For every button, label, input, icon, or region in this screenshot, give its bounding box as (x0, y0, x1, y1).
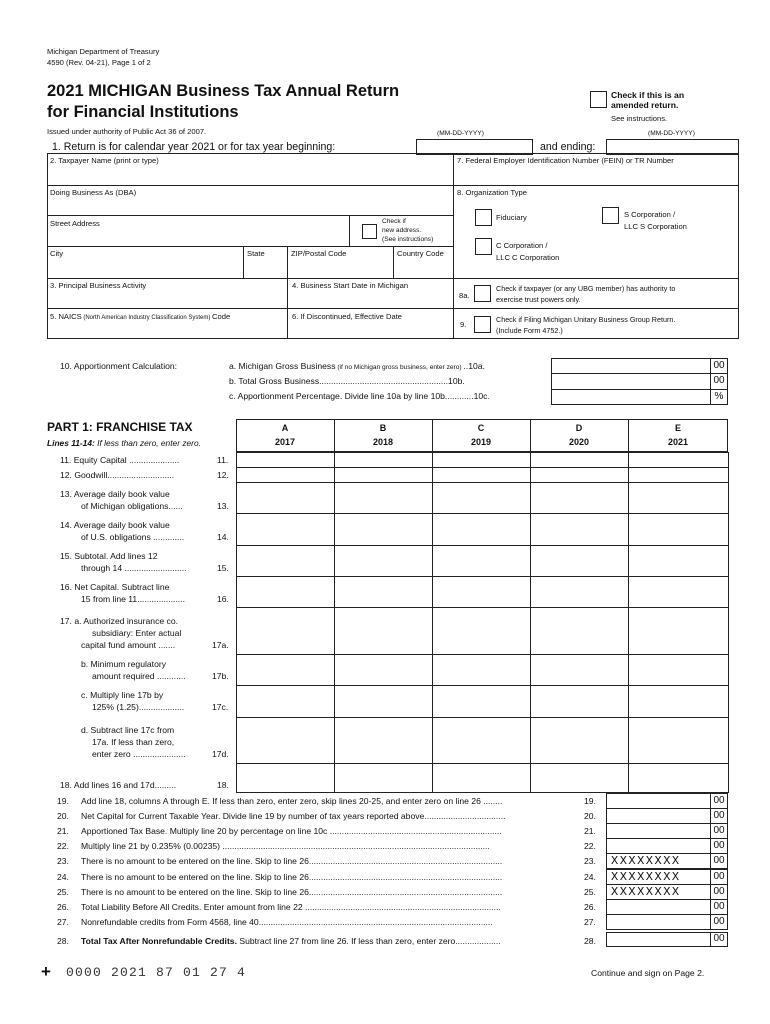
line12-col-a-cell[interactable] (236, 467, 335, 483)
principal-activity-input[interactable] (50, 292, 285, 307)
line13-col-b-cell[interactable] (334, 482, 433, 514)
line11-col-b-cell[interactable] (334, 452, 433, 468)
line14-col-b-input[interactable] (335, 514, 432, 545)
line17a-col-d-input[interactable] (531, 608, 628, 654)
line15-col-c-cell[interactable] (432, 545, 531, 577)
line16-col-a-input[interactable] (237, 577, 334, 607)
line17a-col-c-cell[interactable] (432, 607, 531, 655)
dba-label: Doing Business As (DBA) (50, 188, 137, 197)
line21-label: Apportioned Tax Base. Multiply line 20 by percentage on line 10c ........................................................................ (81, 826, 502, 836)
line15-col-e-cell[interactable] (628, 545, 729, 577)
line17c-col-c-cell[interactable] (432, 685, 531, 718)
amended-label-1: Check if this is an (611, 90, 685, 100)
line15-col-d-cell[interactable] (530, 545, 629, 577)
line16-col-b-cell[interactable] (334, 576, 433, 608)
line25-no-entry-marks: XXXXXXXX (611, 885, 681, 899)
line10a-input[interactable] (553, 359, 708, 372)
start-date-input[interactable] (290, 292, 452, 307)
see-instructions: See instructions. (611, 114, 668, 123)
street-address-label: Street Address (50, 219, 100, 228)
end-date-format: (MM-DD-YYYY) (648, 130, 695, 137)
line15-col-d-input[interactable] (531, 546, 628, 576)
country-code-input[interactable] (396, 261, 452, 277)
line26-ref: 26. (584, 902, 596, 912)
amended-label-2: amended return. (611, 100, 679, 110)
column-year-2021: 2021 (667, 437, 689, 447)
form-barcode-number: 0000 2021 87 01 27 4 (66, 965, 247, 980)
and-ending-label: and ending: (540, 141, 596, 153)
line12-number: 12. (217, 470, 229, 480)
line26-label: Total Liability Before All Credits. Enter amount from line 22 .................................................................................. (81, 902, 501, 912)
part1-note: Lines 11-14: If less than zero, enter zero. (47, 438, 201, 448)
line23-cents: 00 (713, 855, 725, 866)
taxpayer-name-input[interactable] (50, 168, 450, 184)
line11-col-a-cell[interactable] (236, 452, 335, 468)
fiduciary-checkbox[interactable] (475, 209, 492, 226)
line15-number: 15. (217, 563, 229, 573)
line17a-col-b-cell[interactable] (334, 607, 433, 655)
line18-col-d-cell[interactable] (530, 763, 629, 793)
line17b-number: 17b. (212, 671, 229, 681)
column-letter-c: C (477, 423, 485, 433)
line10c-label: c. Apportionment Percentage. Divide line 10a by line 10b............10c. (229, 391, 490, 401)
line13-label-1: 13. Average daily book value (60, 489, 170, 499)
line10b-cents: 00 (713, 375, 725, 386)
line12-col-e-cell[interactable] (628, 467, 729, 483)
line16-label-2: 15 from line 11.................... (81, 594, 185, 604)
line28-label: Total Tax After Nonrefundable Credits. Subtract line 27 from line 26. If less than zero, enter zero................... (81, 936, 501, 946)
begin-date-format: (MM-DD-YYYY) (437, 130, 484, 137)
line15-col-b-input[interactable] (335, 546, 432, 576)
line13-col-d-input[interactable] (531, 483, 628, 513)
line10a-cents: 00 (713, 360, 725, 371)
c-corp-label-2: LLC C Corporation (496, 253, 560, 262)
line27-input[interactable] (607, 918, 711, 932)
line16-label-1: 16. Net Capital. Subtract line (60, 582, 170, 592)
line16-number: 16. (217, 594, 229, 604)
line21-ref: 21. (584, 826, 596, 836)
line20-cents: 00 (713, 810, 725, 821)
line15-col-b-cell[interactable] (334, 545, 433, 577)
line18-label: 18. Add lines 16 and 17d......... (60, 780, 177, 790)
line17c-col-e-input[interactable] (629, 686, 728, 717)
line17b-col-a-cell[interactable] (236, 654, 335, 686)
line19-label: Add line 18, columns A through E. If less than zero, enter zero, skip lines 20-25, and enter zero on line 26 ........ (81, 796, 503, 806)
line17c-col-c-input[interactable] (433, 686, 530, 717)
line28-input[interactable] (607, 937, 711, 950)
s-corp-label-2: LLC S Corporation (624, 222, 687, 231)
line17a-label-3: capital fund amount ....... (81, 640, 176, 650)
line17a-col-d-cell[interactable] (530, 607, 629, 655)
line14-col-b-cell[interactable] (334, 513, 433, 546)
fein-label: 7. Federal Employer Identification Number (FEIN) or TR Number (457, 156, 674, 165)
ubg-return-checkbox[interactable] (474, 316, 491, 333)
line17c-col-e-cell[interactable] (628, 685, 729, 718)
line17d-col-d-input[interactable] (531, 718, 628, 763)
form-title: 2021 MICHIGAN Business Tax Annual Return (47, 82, 400, 100)
line17b-col-b-input[interactable] (335, 655, 432, 685)
line19-cents: 00 (713, 795, 725, 806)
line19-ref: 19. (584, 796, 596, 806)
line15-col-e-input[interactable] (629, 546, 728, 576)
line17c-number: 17c. (212, 702, 229, 712)
line18-number: 18. (217, 780, 229, 790)
line18-col-a-input[interactable] (237, 764, 334, 792)
discontinued-input[interactable] (290, 323, 452, 338)
line28-ref: 28. (584, 936, 596, 946)
line13-number: 13. (217, 501, 229, 511)
line18-col-e-cell[interactable] (628, 763, 729, 793)
line19-number: 19. (57, 796, 69, 806)
line14-col-e-input[interactable] (629, 514, 728, 545)
line9-label-1: Check if Filing Michigan Unitary Business Group Return. (496, 315, 676, 324)
c-corp-checkbox[interactable] (475, 238, 492, 255)
city-label: City (50, 249, 64, 258)
apportionment-label: 10. Apportionment Calculation: (60, 361, 178, 371)
line17c-col-a-input[interactable] (237, 686, 334, 717)
line18-col-b-input[interactable] (335, 764, 432, 792)
trust-powers-checkbox[interactable] (474, 285, 491, 302)
line17d-col-d-cell[interactable] (530, 717, 629, 764)
state-input[interactable] (246, 261, 286, 277)
c-corp-label-1: C Corporation / (496, 241, 548, 250)
line17b-col-b-cell[interactable] (334, 654, 433, 686)
line9-label-2: (Include Form 4752.) (496, 326, 563, 335)
column-letter-d: D (575, 423, 583, 433)
line15-col-a-cell[interactable] (236, 545, 335, 577)
line24-no-entry-marks: XXXXXXXX (611, 870, 681, 884)
line17b-col-d-input[interactable] (531, 655, 628, 685)
naics-input[interactable] (50, 323, 285, 338)
line24-ref: 24. (584, 872, 596, 882)
line13-col-c-cell[interactable] (432, 482, 531, 514)
line11-col-e-cell[interactable] (628, 452, 729, 468)
line17a-label-2: subsidiary: Enter actual (92, 628, 182, 638)
line13-col-a-cell[interactable] (236, 482, 335, 514)
zip-label: ZIP/Postal Code (291, 249, 347, 258)
s-corp-label-1: S Corporation / (624, 210, 676, 219)
line10b-input[interactable] (553, 375, 708, 388)
line25-cents: 00 (713, 886, 725, 897)
line24-cents: 00 (713, 871, 725, 882)
line25-number: 25. (57, 887, 69, 897)
line26-cents: 00 (713, 901, 725, 912)
line15-col-c-input[interactable] (433, 546, 530, 576)
line17c-label-2: 125% (1.25)................... (92, 702, 185, 712)
column-year-2020: 2020 (568, 437, 590, 447)
line18-col-c-input[interactable] (433, 764, 530, 792)
line16-col-c-cell[interactable] (432, 576, 531, 608)
line14-label-2: of U.S. obligations ............. (81, 532, 185, 542)
line15-label-2: through 14 .......................... (81, 563, 187, 573)
line26-number: 26. (57, 902, 69, 912)
line14-number: 14. (217, 532, 229, 542)
line17a-col-a-input[interactable] (237, 608, 334, 654)
city-input[interactable] (50, 261, 240, 277)
state-label: State (247, 249, 265, 258)
fein-input[interactable] (456, 168, 736, 184)
line16-col-e-input[interactable] (629, 577, 728, 607)
line17a-col-a-cell[interactable] (236, 607, 335, 655)
line8a-number: 8a. (459, 291, 470, 300)
discontinued-label: 6. If Discontinued, Effective Date (292, 312, 403, 321)
line17c-label-1: c. Multiply line 17b by (81, 690, 164, 700)
line14-label-1: 14. Average daily book value (60, 520, 170, 530)
line16-col-d-input[interactable] (531, 577, 628, 607)
line20-ref: 20. (584, 811, 596, 821)
org-type-label: 8. Organization Type (457, 188, 527, 197)
line14-col-c-cell[interactable] (432, 513, 531, 546)
line13-col-e-input[interactable] (629, 483, 728, 513)
line24-number: 24. (57, 872, 69, 882)
line14-col-d-input[interactable] (531, 514, 628, 545)
line11-number: 11. (217, 455, 229, 465)
line14-col-a-cell[interactable] (236, 513, 335, 546)
line17a-col-e-input[interactable] (629, 608, 728, 654)
line17a-col-e-cell[interactable] (628, 607, 729, 655)
line10a-label: a. Michigan Gross Business (if no Michigan gross business, enter zero) ..10a. (229, 361, 485, 371)
line13-label-2: of Michigan obligations...... (81, 501, 183, 511)
line14-col-d-cell[interactable] (530, 513, 629, 546)
line16-col-a-cell[interactable] (236, 576, 335, 608)
line22-number: 22. (57, 841, 69, 851)
start-date-label: 4. Business Start Date in Michigan (292, 281, 409, 290)
line17d-col-a-input[interactable] (237, 718, 334, 763)
line17d-col-c-cell[interactable] (432, 717, 531, 764)
line17c-col-b-cell[interactable] (334, 685, 433, 718)
line9-number: 9. (460, 320, 467, 329)
amended-return-checkbox[interactable] (590, 91, 607, 108)
line27-label: Nonrefundable credits from Form 4568, line 40.................................................................................................. (81, 917, 493, 927)
dept-name: Michigan Department of Treasury (47, 47, 160, 56)
form-revision: 4590 (Rev. 04-21), Page 1 of 2 (47, 58, 151, 67)
line16-col-b-input[interactable] (335, 577, 432, 607)
line17d-col-a-cell[interactable] (236, 717, 335, 764)
line11-col-c-cell[interactable] (432, 452, 531, 468)
line14-col-a-input[interactable] (237, 514, 334, 545)
line17d-col-c-input[interactable] (433, 718, 530, 763)
plus-mark: + (41, 962, 51, 981)
line27-ref: 27. (584, 917, 596, 927)
line25-label: There is no amount to be entered on the line. Skip to line 26................................................................................. (81, 887, 503, 897)
line17d-label-3: enter zero ...................... (92, 749, 186, 759)
line17a-col-c-input[interactable] (433, 608, 530, 654)
line17a-col-b-input[interactable] (335, 608, 432, 654)
line28-cents: 00 (713, 933, 725, 944)
line18-col-d-input[interactable] (531, 764, 628, 792)
line20-number: 20. (57, 811, 69, 821)
line17d-col-b-cell[interactable] (334, 717, 433, 764)
line22-ref: 22. (584, 841, 596, 851)
line13-col-a-input[interactable] (237, 483, 334, 513)
line23-label: There is no amount to be entered on the line. Skip to line 26................................................................................. (81, 856, 503, 866)
line17d-number: 17d. (212, 749, 229, 759)
line17b-col-e-cell[interactable] (628, 654, 729, 686)
line17b-col-c-cell[interactable] (432, 654, 531, 686)
line17d-col-b-input[interactable] (335, 718, 432, 763)
line16-col-d-cell[interactable] (530, 576, 629, 608)
line18-col-b-cell[interactable] (334, 763, 433, 793)
column-year-2017: 2017 (274, 437, 296, 447)
line17b-col-a-input[interactable] (237, 655, 334, 685)
line17d-col-e-cell[interactable] (628, 717, 729, 764)
line23-ref: 23. (584, 856, 596, 866)
principal-activity-label: 3. Principal Business Activity (50, 281, 147, 290)
line14-col-c-input[interactable] (433, 514, 530, 545)
line28-number: 28. (57, 936, 69, 946)
line13-col-d-cell[interactable] (530, 482, 629, 514)
line17d-label-2: 17a. If less than zero, (92, 737, 175, 747)
line17b-label-1: b. Minimum regulatory (81, 659, 167, 669)
line17b-col-c-input[interactable] (433, 655, 530, 685)
line17a-number: 17a. (212, 640, 229, 650)
column-letter-a: A (281, 423, 289, 433)
line12-col-c-cell[interactable] (432, 467, 531, 483)
line18-col-c-cell[interactable] (432, 763, 531, 793)
line10b-label: b. Total Gross Business......................................................10b. (229, 376, 465, 386)
new-address-label-1: Check if (382, 218, 406, 225)
line17d-label-1: d. Subtract line 17c from (81, 725, 175, 735)
continue-note: Continue and sign on Page 2. (591, 968, 705, 978)
fiduciary-label: Fiduciary (496, 213, 527, 222)
line12-label: 12. Goodwill............................ (60, 470, 175, 480)
zip-input[interactable] (290, 261, 392, 277)
line14-col-e-cell[interactable] (628, 513, 729, 546)
line17b-col-d-cell[interactable] (530, 654, 629, 686)
line21-number: 21. (57, 826, 69, 836)
line24-label: There is no amount to be entered on the line. Skip to line 26................................................................................. (81, 872, 503, 882)
line17c-col-a-cell[interactable] (236, 685, 335, 718)
line17d-col-e-input[interactable] (629, 718, 728, 763)
column-year-2019: 2019 (470, 437, 492, 447)
authority-text: Issued under authority of Public Act 36 of 2007. (47, 127, 207, 136)
line18-col-e-input[interactable] (629, 764, 728, 792)
line8a-label-1: Check if taxpayer (or any UBG member) has authority to (496, 284, 676, 293)
line15-col-a-input[interactable] (237, 546, 334, 576)
line20-label: Net Capital for Current Taxable Year. Divide line 19 by number of tax years reported above.................................. (81, 811, 506, 821)
line16-col-c-input[interactable] (433, 577, 530, 607)
column-year-2018: 2018 (372, 437, 394, 447)
part1-title: PART 1: FRANCHISE TAX (47, 420, 193, 434)
column-letter-e: E (674, 423, 681, 433)
line11-label: 11. Equity Capital ..................... (60, 455, 180, 465)
line12-col-d-cell[interactable] (530, 467, 629, 483)
line21-cents: 00 (713, 825, 725, 836)
country-code-label: Country Code (397, 249, 444, 258)
form-subtitle: for Financial Institutions (47, 103, 239, 121)
line18-col-a-cell[interactable] (236, 763, 335, 793)
taxpayer-name-label: 2. Taxpayer Name (print or type) (50, 156, 159, 165)
line1-label: 1. Return is for calendar year 2021 or for tax year beginning: (52, 141, 336, 153)
line25-ref: 25. (584, 887, 596, 897)
new-address-label-2: new address. (382, 227, 422, 234)
line27-number: 27. (57, 917, 69, 927)
line10c-percent: % (714, 391, 724, 402)
line17b-label-2: amount required ............ (92, 671, 186, 681)
line17c-col-b-input[interactable] (335, 686, 432, 717)
line12-col-b-cell[interactable] (334, 467, 433, 483)
line27-cents: 00 (713, 916, 725, 927)
line15-label-1: 15. Subtotal. Add lines 12 (60, 551, 158, 561)
line17c-col-d-cell[interactable] (530, 685, 629, 718)
line17b-col-e-input[interactable] (629, 655, 728, 685)
line17c-col-d-input[interactable] (531, 686, 628, 717)
line10c-input[interactable] (553, 390, 708, 404)
line8a-label-2: exercise trust powers only. (496, 295, 581, 304)
line17a-label-1: 17. a. Authorized insurance co. (60, 616, 179, 626)
line22-cents: 00 (713, 840, 725, 851)
line13-col-e-cell[interactable] (628, 482, 729, 514)
line16-col-e-cell[interactable] (628, 576, 729, 608)
s-corp-checkbox[interactable] (602, 207, 619, 224)
line22-label: Multiply line 21 by 0.235% (0.00235) ................................................................................................................ (81, 841, 490, 851)
dba-input[interactable] (50, 199, 450, 214)
naics-label: 5. NAICS (North American Industry Classification System) Code (50, 312, 231, 321)
line13-col-c-input[interactable] (433, 483, 530, 513)
new-address-checkbox[interactable] (362, 224, 377, 239)
street-address-input[interactable] (50, 230, 346, 245)
line13-col-b-input[interactable] (335, 483, 432, 513)
new-address-label-3: (See instructions) (382, 236, 434, 243)
line23-no-entry-marks: XXXXXXXX (611, 854, 681, 868)
line23-number: 23. (57, 856, 69, 866)
line11-col-d-cell[interactable] (530, 452, 629, 468)
column-letter-b: B (379, 423, 387, 433)
